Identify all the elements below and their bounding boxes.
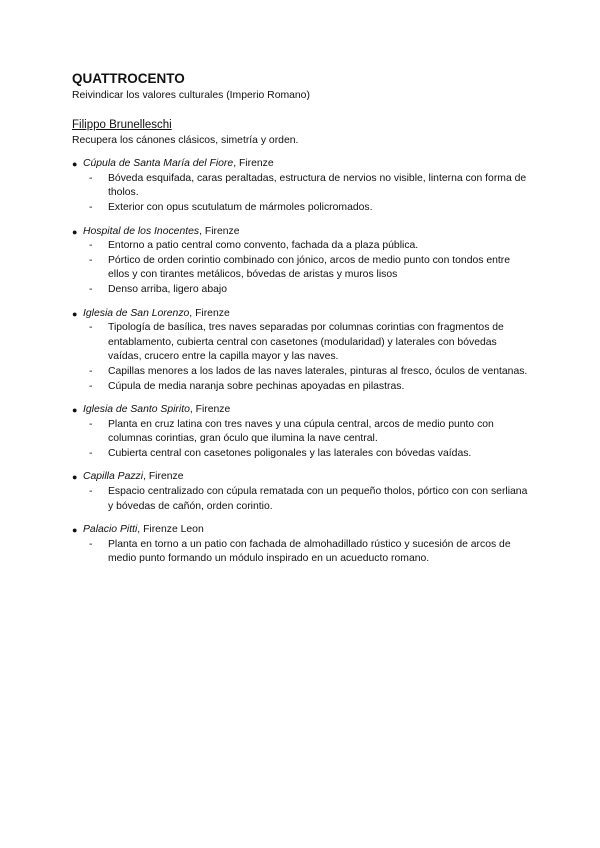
list-item bbox=[89, 418, 532, 447]
work-entry bbox=[72, 157, 532, 215]
work-name: Iglesia de Santo Spirito bbox=[83, 404, 190, 416]
dash-marker: - bbox=[89, 380, 93, 392]
work-entry bbox=[72, 225, 532, 298]
list-item-text: Tipología de basílica, tres naves separadas por columnas corintias con fragmentos de entablamento, cubierta central con casetones (modularidad) y laterales con bóvedas vaídas, crucero entre la capilla mayor y las naves. bbox=[108, 322, 504, 363]
list-item-text: Cubierta central con casetones poligonales y las laterales con bóvedas vaídas. bbox=[108, 447, 472, 459]
dash-marker: - bbox=[89, 538, 93, 550]
bullet-icon: ● bbox=[72, 159, 78, 170]
work-heading bbox=[72, 470, 532, 485]
list-item-text: Cúpula de media naranja sobre pechinas apoyadas en pilastras. bbox=[108, 380, 405, 392]
work-entry bbox=[72, 470, 532, 514]
work-items bbox=[72, 538, 532, 567]
work-location: , Firenze bbox=[189, 307, 230, 319]
list-item bbox=[89, 485, 532, 514]
work-items bbox=[72, 418, 532, 462]
bullet-icon: ● bbox=[72, 226, 78, 237]
work-entry bbox=[72, 403, 532, 461]
work-items bbox=[72, 321, 532, 394]
list-item bbox=[89, 538, 532, 567]
work-items bbox=[72, 239, 532, 297]
work-items bbox=[72, 172, 532, 216]
work-heading bbox=[72, 403, 532, 418]
work-location: , Firenze bbox=[143, 471, 184, 483]
work-heading bbox=[72, 307, 532, 322]
bullet-icon: ● bbox=[72, 525, 78, 536]
dash-marker: - bbox=[89, 322, 93, 334]
bullet-icon: ● bbox=[72, 472, 78, 483]
dash-marker: - bbox=[89, 365, 93, 377]
work-heading bbox=[72, 523, 532, 538]
bullet-icon: ● bbox=[72, 405, 78, 416]
work-name: Cúpula de Santa María del Fiore bbox=[83, 158, 234, 170]
dash-marker: - bbox=[89, 172, 93, 184]
works-list bbox=[72, 157, 532, 567]
work-location: , Firenze bbox=[233, 158, 274, 170]
work-location: , Firenze bbox=[199, 225, 240, 237]
work-entry bbox=[72, 523, 532, 567]
dash-marker: - bbox=[89, 418, 93, 430]
list-item-text: Bóveda esquifada, caras peraltadas, estructura de nervios no visible, linterna con forma de tholos. bbox=[108, 172, 527, 199]
list-item-text: Exterior con opus scutulatum de mármoles policromados. bbox=[108, 201, 373, 213]
dash-marker: - bbox=[89, 254, 93, 266]
list-item-text: Planta en cruz latina con tres naves y una cúpula central, arcos de medio punto con columnas corintias, gran óculo que ilumina la nave central. bbox=[108, 418, 494, 445]
list-item bbox=[89, 254, 532, 283]
work-entry bbox=[72, 307, 532, 395]
author-description: Recupera los cánones clásicos, simetría y orden. bbox=[72, 134, 299, 146]
work-heading bbox=[72, 225, 532, 240]
dash-marker: - bbox=[89, 283, 93, 295]
list-item-text: Entorno a patio central como convento, fachada da a plaza pública. bbox=[108, 240, 419, 252]
bullet-icon: ● bbox=[72, 308, 78, 319]
work-name: Iglesia de San Lorenzo bbox=[83, 307, 190, 319]
work-location: , Firenze bbox=[189, 404, 231, 416]
list-item-text: Espacio centralizado con cúpula rematada con un pequeño tholos, pórtico con con serliana y bóvedas de cañón, orden corintio. bbox=[108, 486, 528, 512]
list-item bbox=[89, 283, 532, 298]
list-item bbox=[89, 321, 532, 365]
list-item-text: Capillas menores a los lados de las naves laterales, pinturas al fresco, óculos de ventanas. bbox=[108, 365, 528, 377]
work-heading bbox=[72, 157, 532, 172]
work-location: , Firenze Leon bbox=[137, 524, 204, 536]
dash-marker: - bbox=[89, 486, 93, 498]
list-item bbox=[89, 447, 532, 462]
list-item-text: Denso arriba, ligero abajo bbox=[108, 283, 227, 295]
page-title: QUATTROCENTO bbox=[72, 71, 185, 86]
work-name: Palacio Pitti bbox=[83, 524, 138, 536]
work-items bbox=[72, 485, 532, 514]
document-page bbox=[72, 70, 532, 567]
list-item-text: Planta en torno a un patio con fachada de almohadillado rústico y sucesión de arcos de medio punto formando un módulo inspirado en un acueducto romano. bbox=[108, 538, 511, 565]
author-name: Filippo Brunelleschi bbox=[72, 118, 172, 131]
list-item bbox=[89, 201, 532, 216]
work-name: Hospital de los Inocentes bbox=[83, 225, 200, 237]
work-name: Capilla Pazzi bbox=[83, 471, 144, 483]
page-subtitle: Reivindicar los valores culturales (Imperio Romano) bbox=[72, 90, 310, 101]
dash-marker: - bbox=[89, 240, 93, 252]
list-item bbox=[89, 172, 532, 201]
list-item bbox=[89, 239, 532, 254]
dash-marker: - bbox=[89, 447, 93, 459]
list-item bbox=[89, 365, 532, 380]
list-item-text: Pórtico de orden corintio combinado con jónico, arcos de medio punto con tondos entre ellos y con tirantes metálicos, bóvedas de aristas y muros lisos bbox=[108, 254, 511, 281]
dash-marker: - bbox=[89, 201, 93, 213]
list-item bbox=[89, 380, 532, 395]
